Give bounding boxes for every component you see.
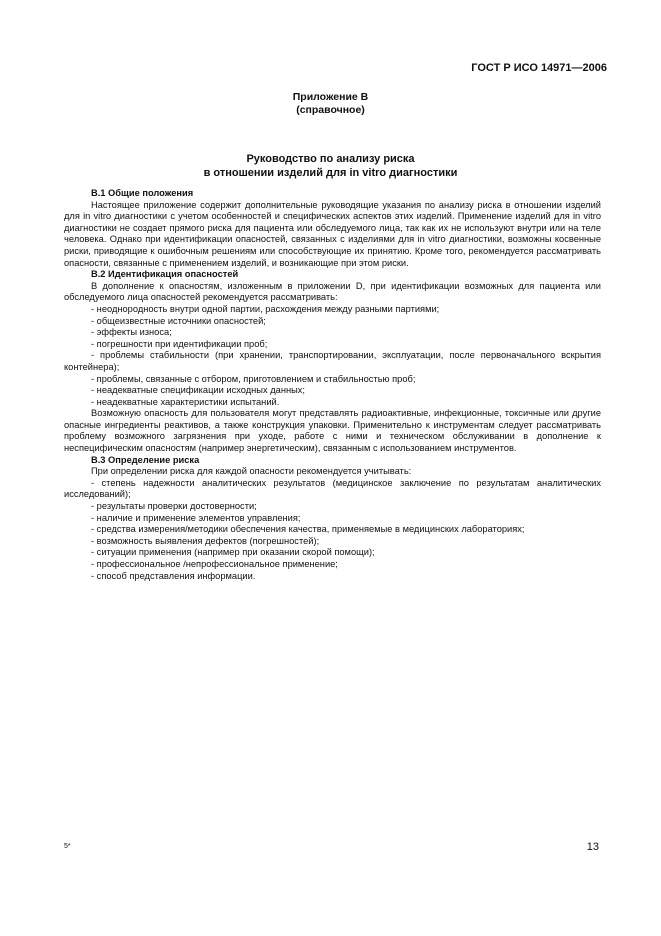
section-b3-intro: При определении риска для каждой опасности рекомендуется учитывать: bbox=[91, 466, 412, 477]
list-item: - наличие и применение элементов управления; bbox=[91, 512, 301, 523]
list-item: - средства измерения/методики обеспечения качества, применяемые в медицинских лабораториях; bbox=[91, 524, 525, 535]
section-b1-heading: B.1 Общие положения bbox=[91, 188, 194, 198]
list-item: - погрешности при идентификации проб; bbox=[91, 338, 268, 349]
section-b2-heading: B.2 Идентификация опасностей bbox=[91, 269, 239, 280]
list-item: - проблемы, связанные с отбором, приготовлением и стабильностью проб; bbox=[91, 373, 416, 384]
list-item: - профессиональное /непрофессиональное применение; bbox=[91, 559, 338, 569]
page-number: 13 bbox=[586, 841, 599, 853]
appendix-title: Приложение B bbox=[292, 91, 369, 103]
list-item: - степень надежности аналитических результатов (медицинское заключение по результатам аналитических исследований); bbox=[64, 477, 601, 500]
section-b3-heading: B.3 Определение риска bbox=[91, 454, 200, 465]
body-text bbox=[64, 188, 601, 582]
section-b1-paragraph: Настоящее приложение содержит дополнительные руководящие указания по анализу риска в отношении изделий для in vitro диагностики с учетом особенностей и специфических аспектов этих изделий. Применение изделий для in vitro диагностики не создает прямого риска для пациента или обследуемого лица, так как их не используют внутри или на теле человека. Однако при идентификации опасностей, связанных с изделиями для in vitro диагностики, возможны косвенные риски, приводящие к ошибочным решениям или способствующие их принятию. Кроме того, рекомендуется рассматривать опасности, связанные с применением изделий, и возникающие при этом риски. bbox=[64, 199, 601, 268]
list-item: - проблемы стабильности (при хранении, транспортировании, эксплуатации, после первоначального вскрытия контейнера); bbox=[64, 350, 601, 372]
document-title bbox=[0, 152, 661, 180]
list-item: - ситуации применения (например при оказании скорой помощи); bbox=[91, 547, 375, 558]
list-item: - возможность выявления дефектов (погрешностей); bbox=[91, 535, 320, 546]
appendix-heading bbox=[0, 91, 661, 117]
appendix-subtitle: (справочное) bbox=[296, 104, 365, 116]
document-id: ГОСТ Р ИСО 14971—2006 bbox=[471, 62, 607, 74]
list-item: - общеизвестные источники опасностей; bbox=[91, 315, 266, 326]
signature-mark: 5* bbox=[64, 843, 71, 850]
section-b2-paragraph: Возможную опасность для пользователя могут представлять радиоактивные, инфекционные, токсичные или другие опасные ингредиенты реактивов, а также конструкция упаковки. Применительно к инструментам следует рассматривать проблему возможного загрязнения при уходе, работе с ними и техническом обслуживании в дополнение к неспецифическим опасностям (например энергетическим), связанным с использованием инструментов. bbox=[64, 408, 601, 454]
list-item: - неоднородность внутри одной партии, расхождения между разными партиями; bbox=[91, 303, 440, 314]
list-item: - способ представления информации. bbox=[91, 570, 256, 581]
list-item: - эффекты износа; bbox=[91, 327, 172, 338]
list-item: - результаты проверки достоверности; bbox=[91, 501, 257, 512]
section-b2-intro: В дополнение к опасностям, изложенным в приложении D, при идентификации возможных для пациента или обследуемого лица опасностей рекомендуется рассматривать: bbox=[64, 280, 601, 303]
list-item: - неадекватные спецификации исходных данных; bbox=[91, 385, 305, 396]
list-item: - неадекватные характеристики испытаний. bbox=[91, 396, 280, 407]
document-title-line1: Руководство по анализу риска bbox=[246, 153, 415, 165]
document-title-line2: в отношении изделий для in vitro диагностики bbox=[203, 167, 458, 179]
